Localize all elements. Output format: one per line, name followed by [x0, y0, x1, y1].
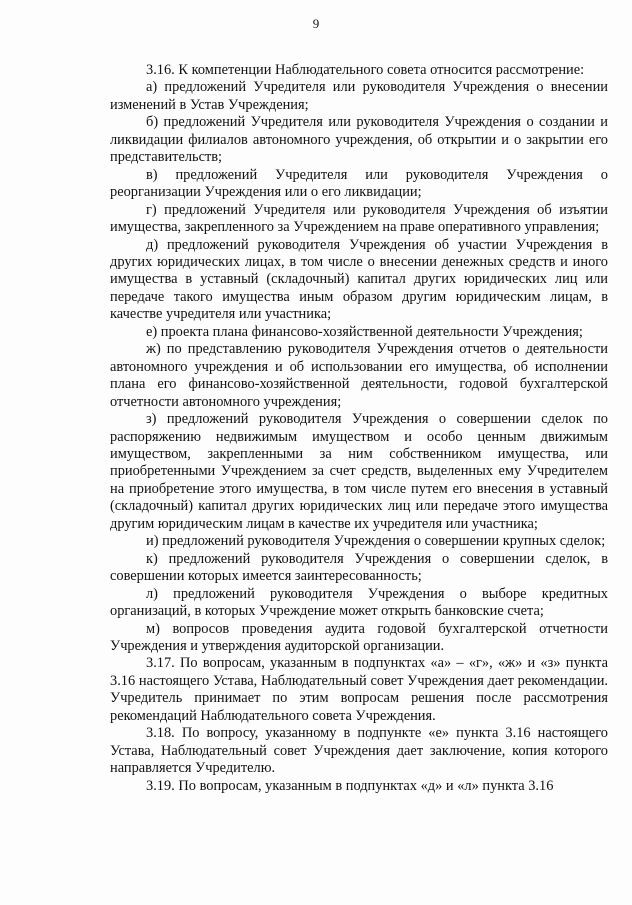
page-number: 9 — [312, 16, 320, 31]
paragraph-item-l: л) предложений руководителя Учреждения о выборе кредитных организаций, в которых Учреждение может открыть банковские счета; — [110, 585, 608, 620]
paragraph-item-i: и) предложений руководителя Учреждения о совершении крупных сделок; — [146, 533, 606, 550]
paragraph-item-g: г) предложений Учредителя или руководителя Учреждения об изъятии имущества, закрепленного за Учреждением на праве оперативного управления; — [110, 201, 608, 236]
paragraph-item-m: м) вопросов проведения аудита годовой бухгалтерской отчетности Учреждения и утверждения аудиторской организации. — [110, 620, 608, 654]
paragraph-3-18: 3.18. По вопросу, указанному в подпункте «е» пункта 3.16 настоящего Устава, Наблюдательный совет Учреждения дает заключение, копия которого направляется Учредителю. — [110, 725, 608, 777]
paragraph-item-v: в) предложений Учредителя или руководителя Учреждения о реорганизации Учреждения или о его ликвидации; — [110, 166, 608, 201]
paragraph-item-d: д) предложений руководителя Учреждения об участии Учреждения в других юридических лицах, в том числе о внесении денежных средств и иного имущества в уставный (складочный) капитал других юридических лиц или передаче такого имущества иным образом другим юридическим лицам, в качестве учредителя или участника; — [110, 236, 608, 323]
paragraph-3-17: 3.17. По вопросам, указанным в подпунктах «а» – «г», «ж» и «з» пункта 3.16 настоящего Устава, Наблюдательный совет Учреждения дает рекомендации. Учредитель принимает по этим вопросам решения после рассмотрения рекомендаций Наблюдательного совета Учреждения. — [110, 655, 608, 724]
paragraph-item-zh: ж) по представлению руководителя Учреждения отчетов о деятельности автономного учреждения и об использовании его имущества, об исполнении плана его финансово-хозяйственной деятельности, годовой бухгалтерской отчетности автономного учреждения; — [110, 341, 608, 410]
paragraph-item-k: к) предложений руководителя Учреждения о совершении сделок, в совершении которых имеется заинтересованность; — [110, 550, 608, 585]
paragraph-3-16-heading: 3.16. К компетенции Наблюдательного совета относится рассмотрение: — [146, 62, 585, 78]
paragraph-3-19: 3.19. По вопросам, указанным в подпунктах «д» и «л» пункта 3.16 — [146, 777, 554, 794]
paragraph-item-a: а) предложений Учредителя или руководителя Учреждения о внесении изменений в Устав Учреждения; — [110, 79, 608, 113]
paragraph-item-e: е) проекта плана финансово-хозяйственной деятельности Учреждения; — [146, 323, 583, 340]
paragraph-item-z: з) предложений руководителя Учреждения о совершении сделок по распоряжению недвижимым имуществом и особо ценным движимым имуществом, закрепленными за ним собственником имущества, или приобретенными Учреждением за счет средств, выделенных ему Учредителем на приобретение этого имущества, в том числе путем его внесения в уставный (складочный) капитал других юридических лиц или передаче этого имущества другим юридическим лицам в качестве их учредителя или участника; — [110, 411, 608, 532]
document-body — [110, 62, 608, 795]
paragraph-item-b: б) предложений Учредителя или руководителя Учреждения о создании и ликвидации филиалов автономного учреждения, об открытии и о закрытии его представительств; — [110, 114, 608, 166]
